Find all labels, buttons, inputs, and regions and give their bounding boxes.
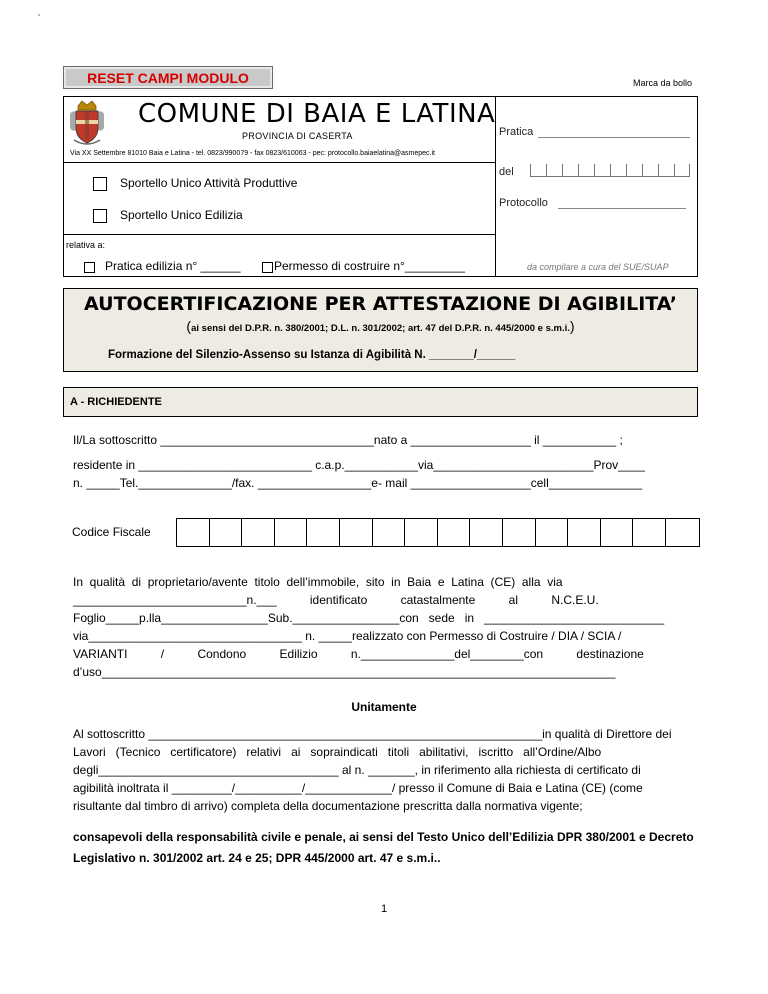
direttore-line-2[interactable]: Lavori (Tecnico certificatore) relativi ai sopraindicati titoli abilitativi, iscritto all’Ordine/Albo	[73, 745, 602, 759]
suap-option[interactable]	[93, 177, 107, 196]
sue-checkbox[interactable]	[93, 209, 107, 223]
unitamente-heading: Unitamente	[351, 700, 417, 714]
pratica-edilizia-label: Pratica edilizia n° ______	[105, 259, 241, 273]
protocollo-field[interactable]	[558, 208, 686, 209]
comune-title: COMUNE DI BAIA E LATINA	[138, 99, 496, 129]
richiedente-line-2[interactable]: residente in __________________________ c.a.p.___________via________________________Prov____	[73, 458, 645, 472]
comune-address: Via XX Settembre 81010 Baia e Latina - tel. 0823/990079 - fax 0823/610063 - pec: protocollo.baiaelatina@asmepec.it	[70, 150, 435, 157]
codice-fiscale-label: Codice Fiscale	[72, 525, 151, 539]
pratica-field[interactable]	[538, 137, 690, 138]
permesso-checkbox[interactable]	[262, 262, 273, 273]
pratica-label: Pratica	[499, 126, 534, 138]
section-a-title: A - RICHIEDENTE	[70, 396, 162, 408]
qualita-line-5[interactable]: VARIANTI / Condono Edilizio n.______________del________con destinazione	[73, 647, 644, 661]
document-subtitle: (ai sensi del D.P.R. n. 380/2001; D.L. n. 301/2002; art. 47 del D.P.R. n. 445/2000 e s.m.i.)	[186, 318, 575, 334]
consapevoli-declaration: consapevoli della responsabilità civile e penale, ai sensi del Testo Unico dell’Edilizia DPR 380/2001 e Decreto Legislativo n. 301/2002 art. 24 e 25; DPR 445/2000 art. 47 e s.m.i..	[73, 830, 694, 865]
sue-label: Sportello Unico Edilizia	[120, 208, 243, 222]
direttore-line-1[interactable]: Al sottoscritto ___________________________________________________________in qualità di Direttore dei	[73, 727, 672, 741]
suap-label: Sportello Unico Attività Produttive	[120, 176, 298, 190]
direttore-line-3[interactable]: degli____________________________________ al n. _______, in riferimento alla richiesta di certificato di	[73, 763, 641, 777]
date-field[interactable]	[530, 163, 690, 177]
reset-form-button[interactable]: RESET CAMPI MODULO	[63, 66, 273, 89]
protocollo-label: Protocollo	[499, 197, 548, 209]
suap-checkbox[interactable]	[93, 177, 107, 191]
sue-option[interactable]	[93, 209, 107, 228]
qualita-line-3[interactable]: Foglio_____p.lla________________Sub.________________con sede in ___________________________	[73, 611, 665, 625]
header-divider-2	[63, 234, 496, 235]
direttore-line-5: risultante dal timbro di arrivo) completa della documentazione prescritta dalla normativa vigente;	[73, 799, 583, 813]
pratica-edilizia-checkbox[interactable]	[84, 262, 95, 273]
subtitle-text: ai sensi del D.P.R. n. 380/2001; D.L. n. 301/2002; art. 47 del D.P.R. n. 445/2000 e s.m.i.	[191, 323, 570, 334]
qualita-line-6[interactable]: d’uso_____________________________________________________________________________	[73, 665, 616, 679]
qualita-line-1[interactable]: In qualità di proprietario/avente titolo dell’immobile, sito in Baia e Latina (CE) alla via	[73, 575, 563, 589]
comune-coat-of-arms-icon	[68, 100, 106, 146]
qualita-line-4[interactable]: via________________________________ n. _____realizzato con Permesso di Costruire / DIA / SCIA /	[73, 629, 622, 643]
sue-suap-footnote: da compilare a cura del SUE/SUAP	[527, 262, 669, 272]
header-divider-1	[63, 162, 496, 163]
qualita-line-2[interactable]: __________________________n.___ identificato catastalmente al N.C.E.U.	[73, 593, 599, 607]
richiedente-line-1[interactable]: Il/La sottoscritto ________________________________nato a __________________ il ___________ ;	[73, 433, 623, 447]
silenzio-assenso-line: Formazione del Silenzio-Assenso su Istanza di Agibilità N. _______/______	[108, 349, 516, 361]
provincia-label: PROVINCIA DI CASERTA	[242, 131, 353, 141]
richiedente-line-3[interactable]: n. _____Tel.______________/fax. _________________e- mail __________________cell______________	[73, 476, 643, 490]
pratica-edilizia-option[interactable]	[84, 260, 95, 278]
scan-speck	[38, 14, 40, 16]
direttore-line-4[interactable]: agibilità inoltrata il _________/__________/_____________/ presso il Comune di Baia e Latina (CE) (come	[73, 781, 643, 795]
del-label: del	[499, 166, 514, 178]
permesso-label: Permesso di costruire n°_________	[274, 259, 465, 273]
marca-da-bollo-label: Marca da bollo	[632, 78, 692, 88]
codice-fiscale-grid[interactable]	[176, 518, 700, 547]
document-title: AUTOCERTIFICAZIONE PER ATTESTAZIONE DI AGIBILITA’	[84, 293, 677, 315]
page-number: 1	[380, 903, 388, 915]
relativa-label: relativa a:	[66, 240, 106, 250]
permesso-option[interactable]	[262, 260, 273, 278]
